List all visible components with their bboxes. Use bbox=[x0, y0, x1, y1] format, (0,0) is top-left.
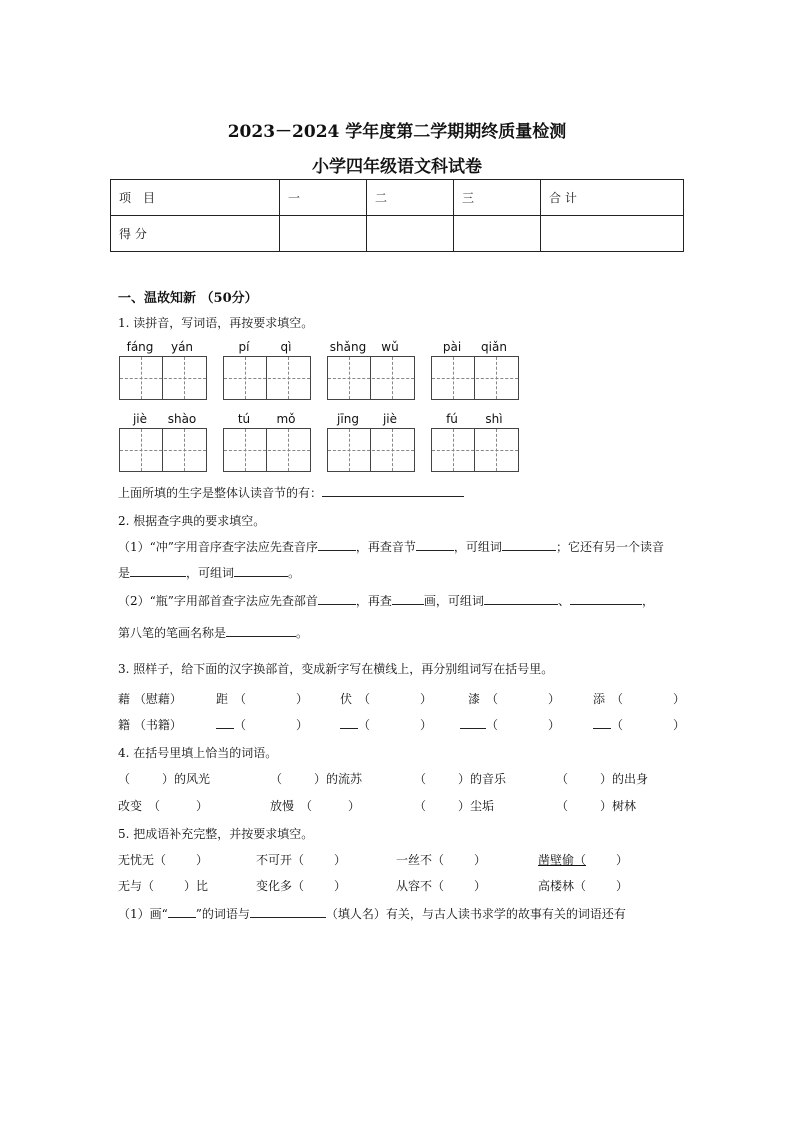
q1-fill-text: 上面所填的生字是整体认读音节的有： bbox=[118, 486, 323, 500]
q4-item: 放慢 （ ） bbox=[270, 799, 361, 813]
score-table bbox=[110, 179, 684, 252]
q5-item: 从容不（ ） bbox=[396, 879, 487, 893]
exam-title: 2023－2024 学年度第二学期期终质量检测 bbox=[227, 122, 567, 142]
q2-prompt: 2. 根据查字典的要求填空。 bbox=[118, 514, 266, 528]
answer-blank[interactable] bbox=[593, 716, 611, 729]
writing-grid[interactable] bbox=[431, 356, 519, 400]
pinyin: fáng bbox=[126, 340, 154, 354]
q2-text: 。 bbox=[296, 626, 309, 640]
answer-blank[interactable] bbox=[416, 538, 454, 551]
q5-sub1 bbox=[118, 905, 626, 922]
q2-text: （2）“瓶”字用部首查字法应先查部首 bbox=[118, 594, 318, 608]
q4-text: 的出身 bbox=[612, 772, 649, 786]
answer-blank[interactable] bbox=[216, 716, 234, 729]
pinyin: fú bbox=[446, 412, 458, 426]
q4-text: 的流苏 bbox=[326, 772, 363, 786]
q4-item: （ ）的流苏 bbox=[270, 772, 363, 786]
q4-text: 的风光 bbox=[174, 772, 211, 786]
answer-blank[interactable] bbox=[340, 716, 358, 729]
q2-text: ，再查音节 bbox=[355, 540, 416, 554]
pinyin: shì bbox=[485, 412, 503, 426]
q2-text: 第八笔的笔画名称是 bbox=[118, 626, 227, 640]
answer-blank[interactable] bbox=[130, 564, 186, 577]
pinyin: pí bbox=[238, 340, 250, 354]
q2-text: ，可组词 bbox=[453, 540, 502, 554]
writing-grid[interactable] bbox=[119, 428, 207, 472]
q5-text: （1）画“ bbox=[118, 907, 168, 921]
q5-item: 无与（ ）比 bbox=[118, 879, 209, 893]
q5-prompt: 5. 把成语补充完整，并按要求填空。 bbox=[118, 827, 314, 841]
q4-item: （ ）的音乐 bbox=[414, 772, 507, 786]
writing-grid[interactable] bbox=[223, 428, 311, 472]
q5-text-underlined: 凿壁偷（ bbox=[538, 853, 587, 867]
q5-item: 无忧无（ ） bbox=[118, 853, 209, 867]
q3-char: 距 bbox=[216, 692, 229, 706]
q3-example1: 藉 （慰藉） bbox=[118, 692, 182, 706]
pinyin: pài bbox=[442, 340, 462, 354]
pinyin: wǔ bbox=[381, 340, 399, 354]
q5-item: 不可开（ ） bbox=[256, 853, 347, 867]
q5-item: 高楼林（ ） bbox=[538, 879, 629, 893]
score-cell-total[interactable] bbox=[541, 216, 684, 252]
q5-item: 一丝不（ ） bbox=[396, 853, 487, 867]
score-header-part1: 一 bbox=[280, 180, 367, 216]
q2-line1 bbox=[118, 538, 664, 555]
q3-char: 添 bbox=[593, 692, 606, 706]
answer-blank[interactable] bbox=[234, 564, 288, 577]
pinyin: yán bbox=[170, 340, 194, 354]
writing-grid[interactable] bbox=[327, 428, 415, 472]
answer-blank[interactable] bbox=[318, 538, 356, 551]
q3-example2: 籍 （书籍） bbox=[118, 718, 182, 732]
q3-answer: （ ） bbox=[216, 716, 308, 733]
q5-text: ”的词语与 bbox=[195, 907, 250, 921]
pinyin: jiè bbox=[382, 412, 398, 426]
q3-char: 伏 bbox=[340, 692, 353, 706]
q2-text: 、 bbox=[557, 594, 570, 608]
pinyin: shào bbox=[167, 412, 197, 426]
q5-text: 不可开（ bbox=[256, 853, 305, 867]
q4-item: （ ）尘垢 bbox=[414, 799, 495, 813]
q5-text: 从容不（ bbox=[396, 879, 445, 893]
score-table-score-row bbox=[111, 216, 684, 252]
q2-line4 bbox=[118, 624, 308, 641]
score-header-part3: 三 bbox=[454, 180, 541, 216]
answer-blank[interactable] bbox=[502, 538, 556, 551]
answer-blank[interactable] bbox=[484, 592, 558, 605]
answer-blank[interactable] bbox=[226, 624, 296, 637]
score-row-label: 得 分 bbox=[111, 216, 280, 252]
q4-item: （ ）的风光 bbox=[118, 772, 211, 786]
answer-blank[interactable] bbox=[168, 905, 196, 918]
q3-item: 伏 （ ） bbox=[340, 692, 433, 706]
pinyin: qiǎn bbox=[481, 340, 507, 354]
writing-grid[interactable] bbox=[119, 356, 207, 400]
q5-text: 无与（ bbox=[118, 879, 155, 893]
answer-blank[interactable] bbox=[570, 592, 642, 605]
writing-grid[interactable] bbox=[431, 428, 519, 472]
pinyin: qì bbox=[280, 340, 292, 354]
q4-text: 树林 bbox=[612, 799, 637, 813]
exam-subtitle: 小学四年级语文科试卷 bbox=[312, 157, 482, 177]
q4-item: 改变 （ ） bbox=[118, 799, 209, 813]
score-cell-part1[interactable] bbox=[280, 216, 367, 252]
pinyin: shǎng bbox=[329, 340, 367, 354]
answer-blank[interactable] bbox=[250, 905, 326, 918]
q2-text: ，再查 bbox=[355, 594, 392, 608]
q3-item: 漆 （ ） bbox=[468, 692, 561, 706]
q3-prompt: 3. 照样子，给下面的汉字换部首，变成新字写在横线上，再分别组词写在括号里。 bbox=[118, 662, 554, 676]
q5-item: 变化多（ ） bbox=[256, 879, 347, 893]
score-cell-part2[interactable] bbox=[367, 216, 454, 252]
q3-answer: （ ） bbox=[460, 716, 560, 733]
score-cell-part3[interactable] bbox=[454, 216, 541, 252]
answer-blank[interactable] bbox=[322, 484, 464, 497]
q2-text: ；它还有另一个读音 bbox=[555, 540, 664, 554]
q5-text: 高楼林（ bbox=[538, 879, 587, 893]
q2-text: 是 bbox=[118, 566, 131, 580]
q3-char: 漆 bbox=[468, 692, 481, 706]
q4-text: 改变 bbox=[118, 799, 143, 813]
score-table-header-row bbox=[111, 180, 684, 216]
q4-text: 尘垢 bbox=[470, 799, 495, 813]
q5-text: 变化多（ bbox=[256, 879, 305, 893]
q4-text: 放慢 bbox=[270, 799, 295, 813]
answer-blank[interactable] bbox=[318, 592, 356, 605]
section-heading: 一、温故知新 （50分） bbox=[118, 291, 258, 306]
score-header-item: 项 目 bbox=[111, 180, 280, 216]
pinyin: jīng bbox=[337, 412, 359, 426]
pinyin: mǒ bbox=[276, 412, 296, 426]
answer-blank[interactable] bbox=[392, 592, 424, 605]
q3-answer: （ ） bbox=[340, 716, 432, 733]
q5-text: 一丝不（ bbox=[396, 853, 445, 867]
q2-text: ，可组词 bbox=[186, 566, 235, 580]
q2-line3 bbox=[118, 592, 654, 609]
score-header-total: 合 计 bbox=[541, 180, 684, 216]
q4-prompt: 4. 在括号里填上恰当的词语。 bbox=[118, 746, 278, 760]
answer-blank[interactable] bbox=[460, 716, 486, 729]
q2-text: 画，可组词 bbox=[423, 594, 484, 608]
q4-text: 的音乐 bbox=[470, 772, 507, 786]
q2-line2 bbox=[118, 564, 300, 581]
q2-text: （1）“冲”字用音序查字法应先查音序 bbox=[118, 540, 318, 554]
q4-item: （ ）树林 bbox=[556, 799, 637, 813]
q5-text: （填人名）有关，与古人读书求学的故事有关的词语还有 bbox=[325, 907, 626, 921]
q3-item: 距 （ ） bbox=[216, 692, 309, 706]
writing-grid[interactable] bbox=[327, 356, 415, 400]
score-header-part2: 二 bbox=[367, 180, 454, 216]
pinyin: jiè bbox=[132, 412, 148, 426]
q5-item: 凿壁偷（ ） bbox=[538, 853, 629, 867]
q4-item: （ ）的出身 bbox=[556, 772, 649, 786]
q1-fill-line bbox=[118, 484, 464, 501]
q3-item: 添 （ ） bbox=[593, 692, 686, 706]
q3-answer: （ ） bbox=[593, 716, 685, 733]
q1-prompt: 1. 读拼音，写词语，再按要求填空。 bbox=[118, 316, 314, 330]
pinyin: tú bbox=[237, 412, 251, 426]
writing-grid[interactable] bbox=[223, 356, 311, 400]
q2-text: 。 bbox=[288, 566, 301, 580]
q2-text: ， bbox=[641, 594, 654, 608]
q5-text: 无忧无（ bbox=[118, 853, 167, 867]
